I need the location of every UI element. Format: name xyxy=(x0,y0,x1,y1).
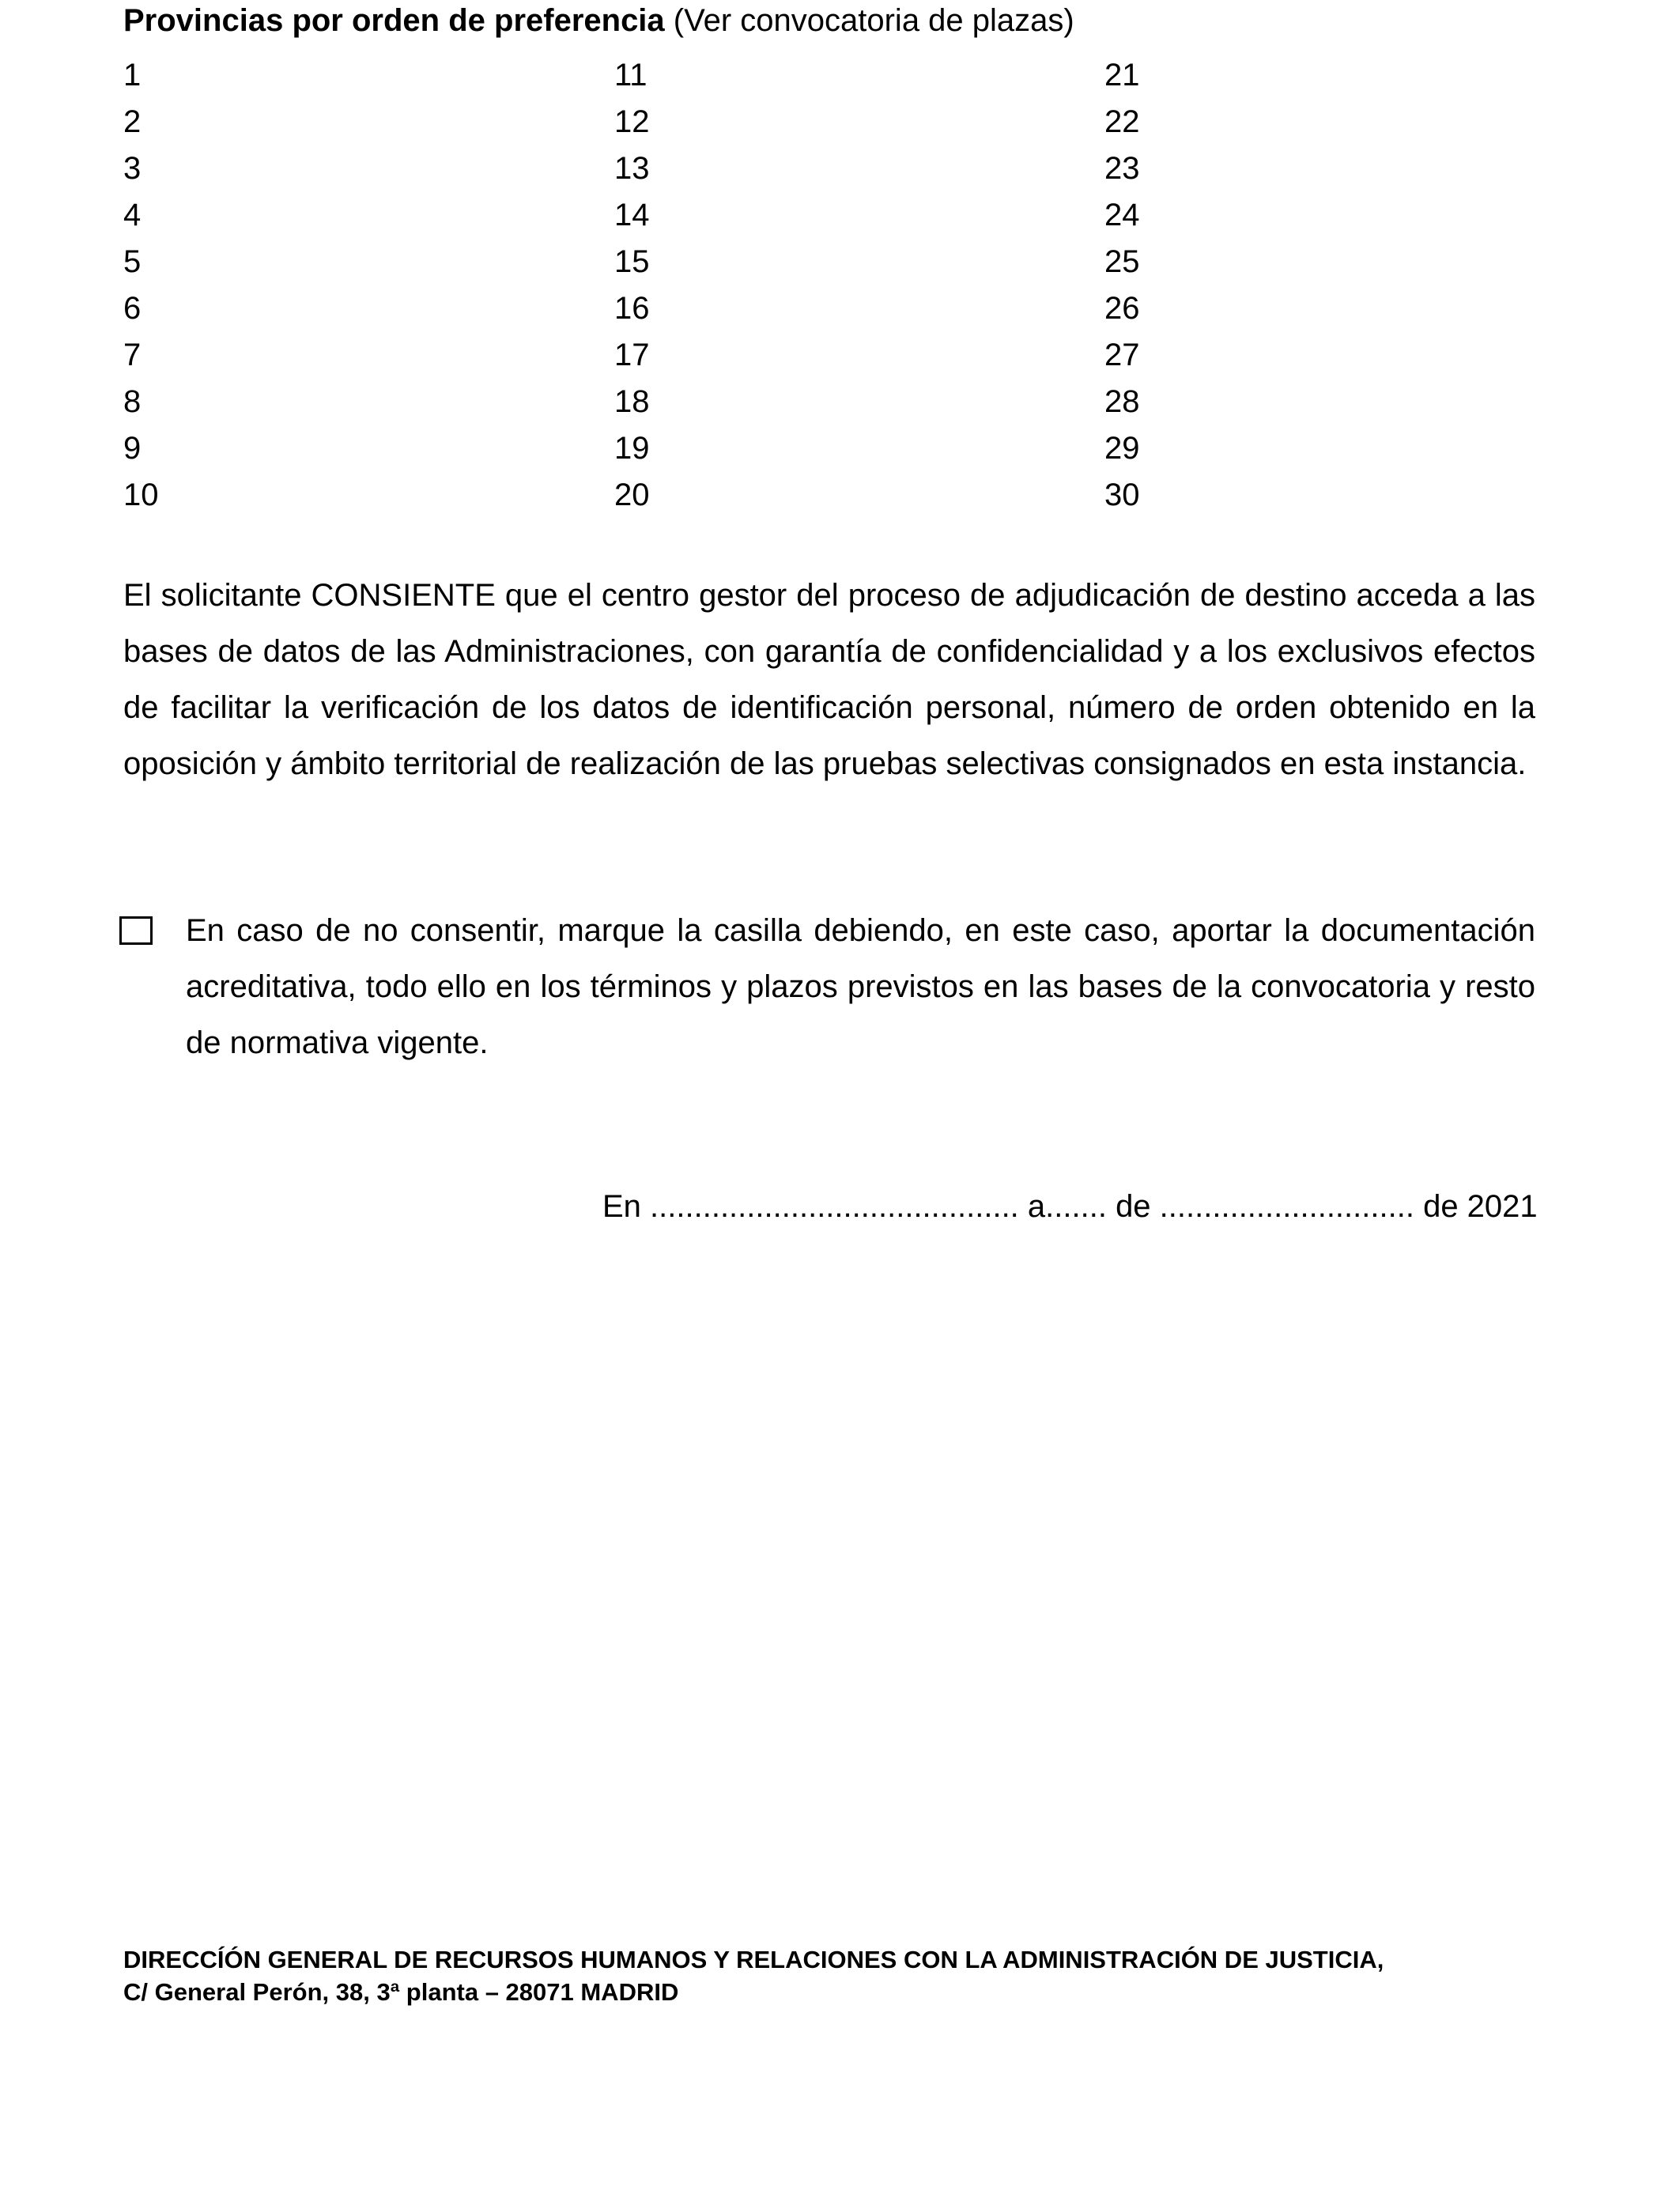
province-number: 7 xyxy=(123,338,142,372)
province-number: 5 xyxy=(123,244,142,279)
province-number: 2 xyxy=(123,104,142,139)
province-number: 9 xyxy=(123,431,142,466)
consent-paragraph: El solicitante CONSIENTE que el centro gestor del proceso de adjudicación de destino acceda a las bases de datos de las Administraciones, con garantía de confidencialidad y a los exclusivos efectos de facilitar la verificación de los datos de identificación personal, número de orden obtenido en la oposición y ámbito territorial de realización de las pruebas selectivas consignados en esta instancia. xyxy=(123,578,1535,781)
province-number: 3 xyxy=(123,151,142,186)
province-number: 27 xyxy=(1104,338,1140,372)
footer-line-1: DIRECCÍÓN GENERAL DE RECURSOS HUMANOS Y RELACIONES CON LA ADMINISTRACIÓN DE JUSTICIA, xyxy=(123,1946,1384,1973)
province-number: 29 xyxy=(1104,431,1140,466)
province-number: 30 xyxy=(1104,478,1140,512)
province-column-3 xyxy=(1104,52,1140,519)
province-number: 1 xyxy=(123,58,142,93)
province-number: 12 xyxy=(614,104,650,139)
province-number: 16 xyxy=(614,291,650,326)
province-number: 24 xyxy=(1104,198,1140,232)
province-number: 15 xyxy=(614,244,650,279)
provinces-heading-bold: Provincias por orden de preferencia xyxy=(123,3,665,38)
province-column-2 xyxy=(614,52,650,519)
date-place-line: En .......................................... a....... de ............................. de 2021 xyxy=(602,1189,1538,1224)
provinces-heading-note: (Ver convocatoria de plazas) xyxy=(673,3,1074,38)
province-number: 25 xyxy=(1104,244,1140,279)
province-number: 13 xyxy=(614,151,650,186)
province-number: 14 xyxy=(614,198,650,232)
footer-address xyxy=(123,1943,1384,2008)
province-number: 17 xyxy=(614,338,650,372)
province-number: 22 xyxy=(1104,104,1140,139)
province-number: 10 xyxy=(123,478,159,512)
province-number: 26 xyxy=(1104,291,1140,326)
province-number: 20 xyxy=(614,478,650,512)
province-column-1 xyxy=(123,52,159,519)
province-number: 23 xyxy=(1104,151,1140,186)
province-number: 21 xyxy=(1104,58,1140,93)
provinces-heading xyxy=(123,0,1074,41)
no-consent-checkbox[interactable] xyxy=(119,916,153,945)
province-number: 11 xyxy=(614,58,647,93)
province-number: 6 xyxy=(123,291,142,326)
province-number: 4 xyxy=(123,198,142,232)
province-number: 19 xyxy=(614,431,650,466)
province-number: 8 xyxy=(123,384,142,419)
no-consent-paragraph: En caso de no consentir, marque la casilla debiendo, en este caso, aportar la documentación acreditativa, todo ello en los términos y plazos previstos en las bases de la convocatoria y resto de normativa vigente. xyxy=(186,913,1535,1060)
province-number: 28 xyxy=(1104,384,1140,419)
province-number: 18 xyxy=(614,384,650,419)
footer-line-2: C/ General Perón, 38, 3ª planta – 28071 MADRID xyxy=(123,1978,679,2006)
